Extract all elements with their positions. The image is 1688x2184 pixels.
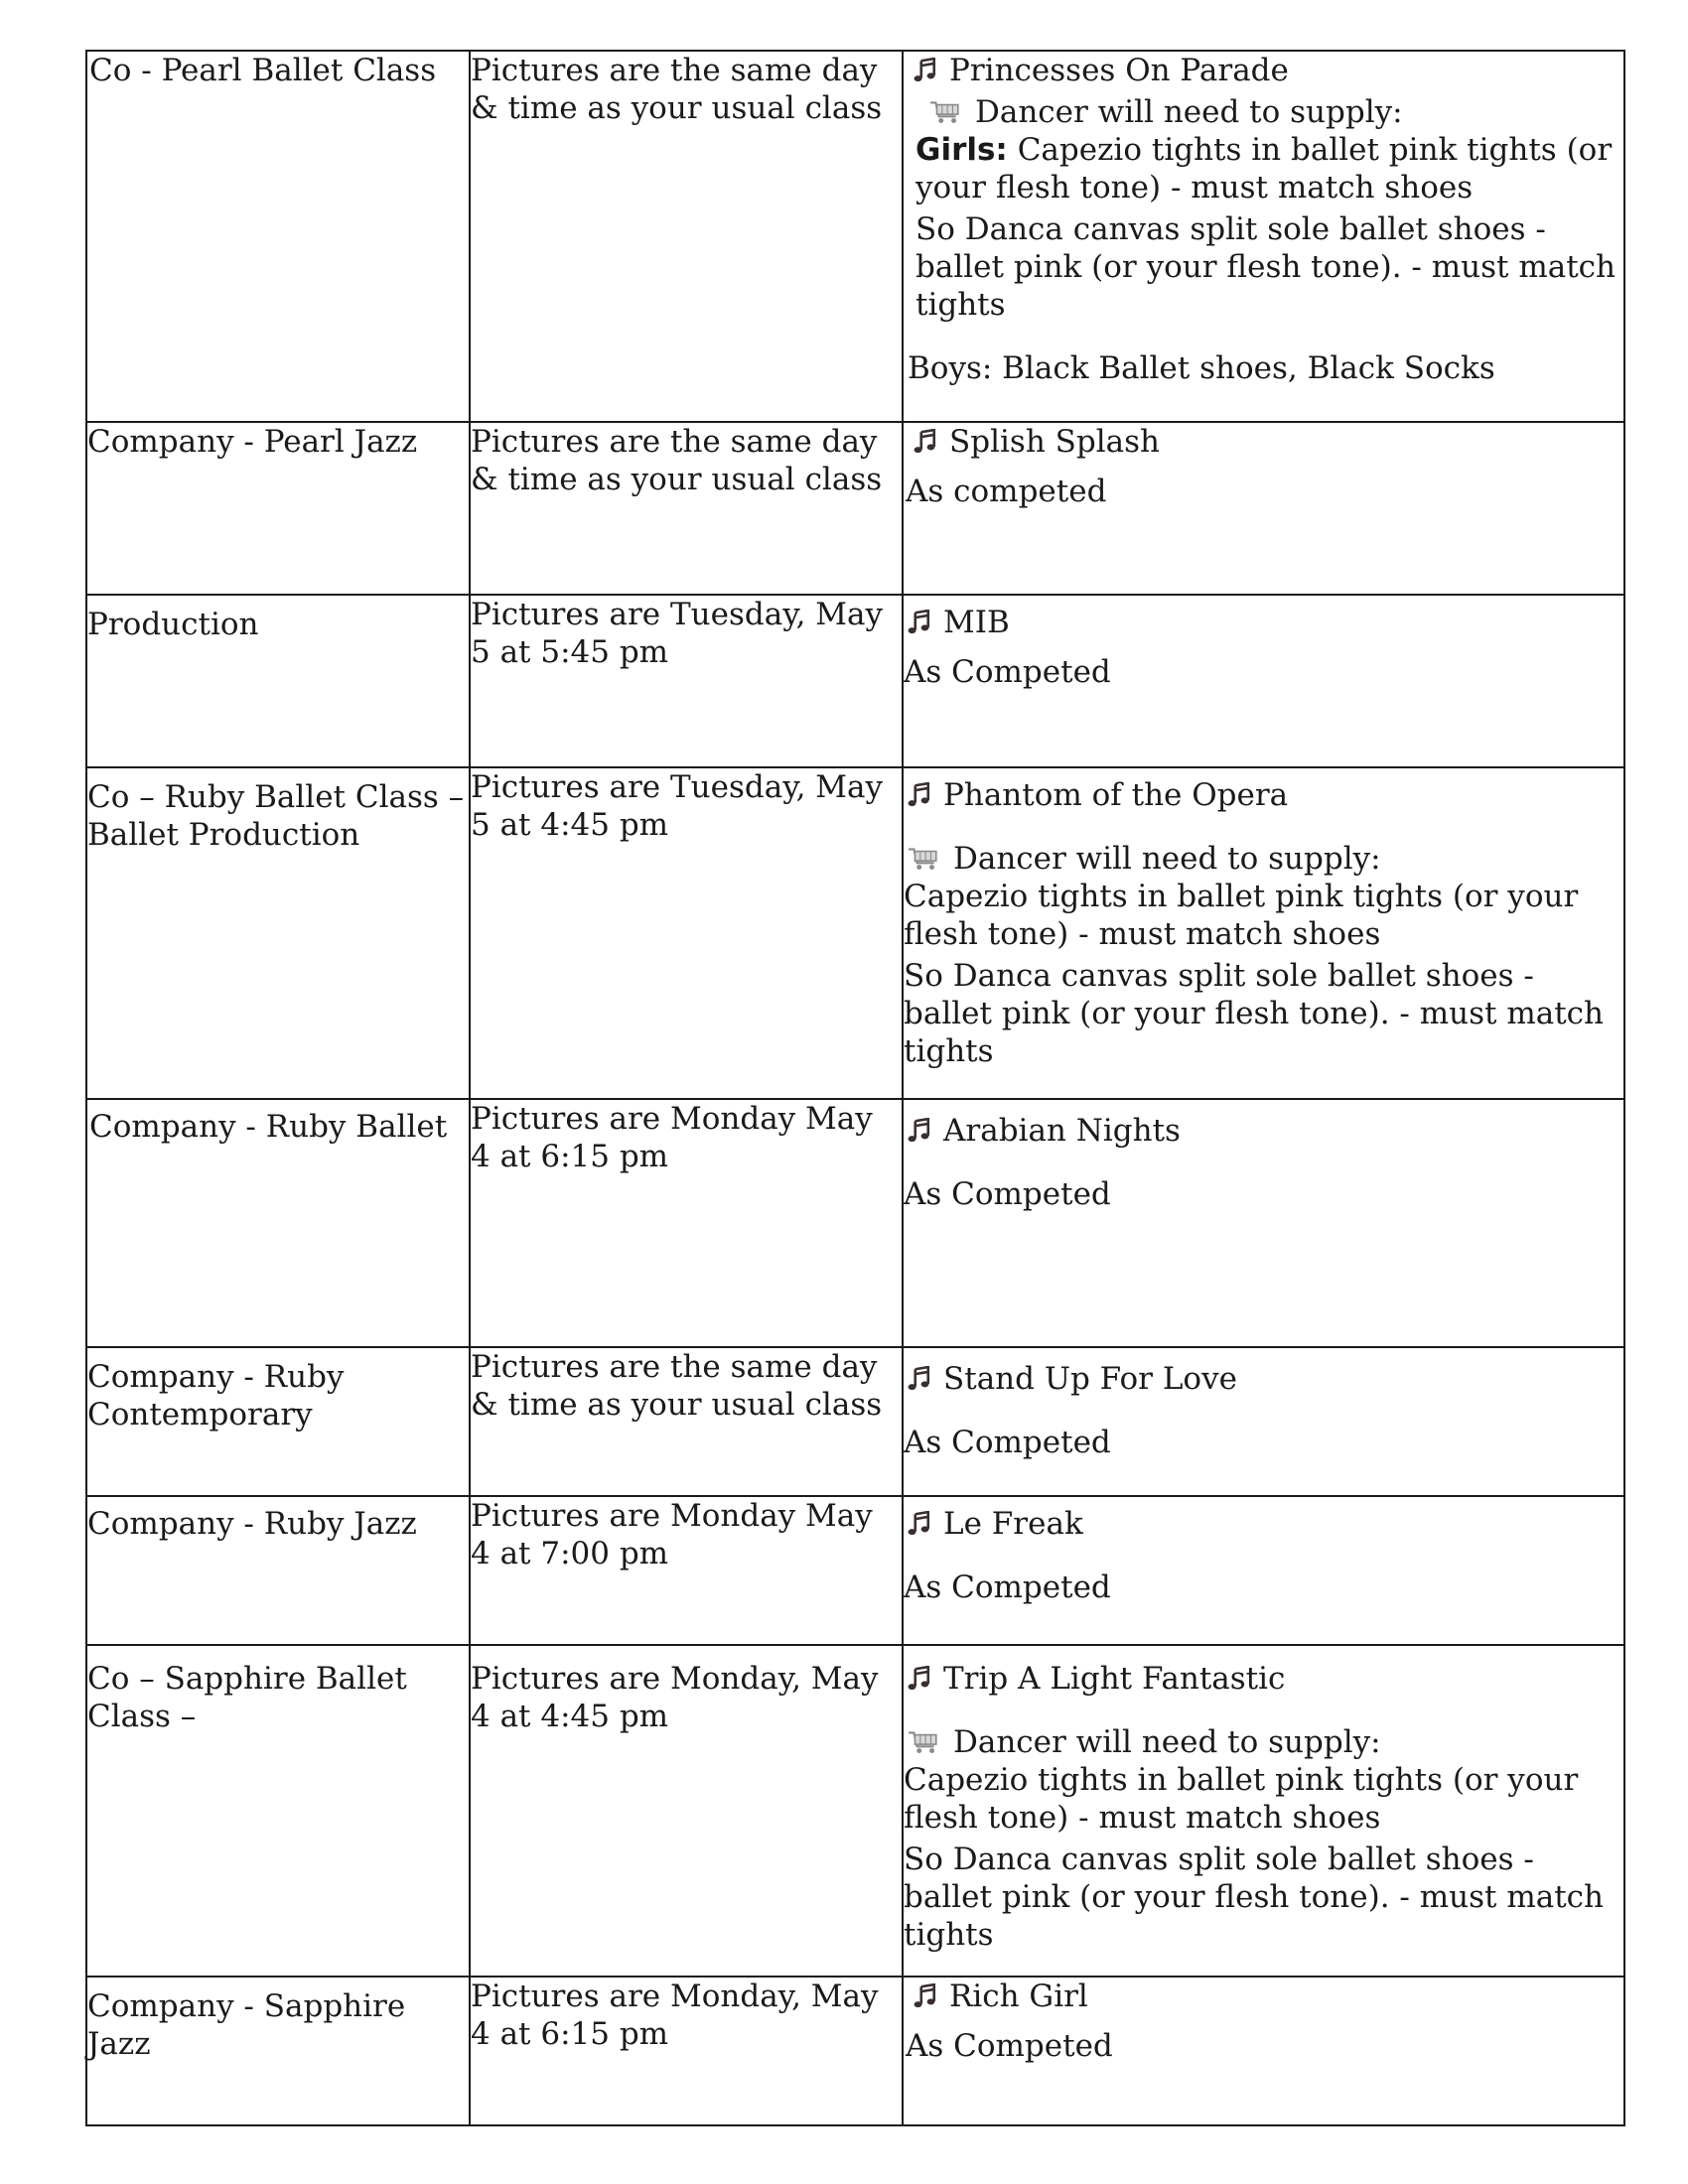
tights-requirement: Capezio tights in ballet pink tights (or your flesh tone) - must match shoes — [904, 879, 1579, 952]
table-row — [86, 1977, 1624, 2125]
picture-time: Pictures are Monday, May 4 at 6:15 pm — [471, 1979, 879, 2052]
picture-time: Pictures are Monday May 4 at 7:00 pm — [471, 1498, 873, 1571]
song-title: Le Freak — [904, 1505, 1623, 1543]
picture-time-cell — [470, 767, 903, 1099]
picture-time: Pictures are the same day & time as your usual class — [471, 424, 883, 497]
costume-cell — [903, 422, 1624, 595]
costume-note: As Competed — [904, 654, 1111, 690]
music-note-icon — [906, 610, 931, 635]
shoes-requirement: So Danca canvas split sole ballet shoes - ballet pink (or your flesh tone). - must match tights — [904, 1842, 1604, 1953]
song-title: Stand Up For Love — [904, 1360, 1623, 1398]
music-note-icon — [906, 1666, 931, 1692]
costume-cell — [903, 595, 1624, 767]
costume-note: As Competed — [904, 1176, 1111, 1212]
costume-note: As Competed — [904, 1425, 1111, 1460]
costume-cell — [903, 767, 1624, 1099]
costume-cell — [903, 1496, 1624, 1645]
table-row — [86, 595, 1624, 767]
song-title: Rich Girl — [906, 1978, 1623, 2015]
song-title: Princesses On Parade — [908, 52, 1623, 89]
picture-time-cell — [470, 1645, 903, 1977]
table-row — [86, 1496, 1624, 1645]
class-name-cell — [86, 1099, 470, 1347]
class-name: Company - Pearl Jazz — [87, 424, 418, 460]
song-title: Phantom of the Opera — [904, 776, 1623, 814]
music-note-icon — [906, 1366, 931, 1392]
song-title: Splish Splash — [906, 423, 1623, 461]
class-name: Co – Ruby Ballet Class – Ballet Production — [87, 779, 465, 853]
table-row — [86, 1347, 1624, 1496]
shoes-requirement: So Danca canvas split sole ballet shoes - ballet pink (or your flesh tone). - must match tights — [904, 958, 1604, 1069]
costume-note: As competed — [906, 474, 1107, 509]
picture-time: Pictures are the same day & time as your usual class — [471, 1349, 883, 1423]
class-name-cell — [86, 595, 470, 767]
music-note-icon — [906, 1118, 931, 1144]
class-name-cell — [86, 1645, 470, 1977]
class-name: Company - Ruby Contemporary — [87, 1359, 345, 1433]
picture-time: Pictures are Tuesday, May 5 at 5:45 pm — [471, 597, 884, 670]
picture-time-cell — [470, 51, 903, 422]
table-row — [86, 422, 1624, 595]
shopping-cart-icon — [929, 99, 961, 125]
song-title: Arabian Nights — [904, 1112, 1623, 1150]
class-name-cell — [86, 1496, 470, 1645]
class-name-cell — [86, 1977, 470, 2125]
costume-note: As Competed — [904, 1570, 1111, 1605]
costume-cell — [903, 1347, 1624, 1496]
supply-heading: Dancer will need to supply: — [908, 93, 1623, 131]
music-note-icon — [912, 429, 937, 455]
costume-cell — [903, 1977, 1624, 2125]
costume-cell — [903, 1645, 1624, 1977]
table-row — [86, 1645, 1624, 1977]
class-name: Company - Ruby Jazz — [87, 1506, 417, 1542]
class-name-cell — [86, 422, 470, 595]
supply-heading: Dancer will need to supply: — [904, 840, 1623, 878]
costume-note: As Competed — [906, 2028, 1113, 2064]
picture-time-cell — [470, 595, 903, 767]
class-name-cell — [86, 767, 470, 1099]
costume-cell — [903, 1099, 1624, 1347]
shopping-cart-icon — [908, 1729, 939, 1755]
class-name: Co - Pearl Ballet Class — [89, 53, 437, 88]
class-name: Production — [87, 607, 259, 642]
picture-time: Pictures are Monday, May 4 at 4:45 pm — [471, 1661, 879, 1734]
music-note-icon — [912, 1983, 937, 2009]
class-name: Company - Ruby Ballet — [89, 1109, 448, 1145]
recital-schedule-table — [85, 50, 1625, 2126]
shoes-requirement: So Danca canvas split sole ballet shoes - ballet pink (or your flesh tone). - must match tights — [915, 211, 1616, 323]
supply-heading: Dancer will need to supply: — [904, 1723, 1623, 1761]
tights-requirement: Girls: Capezio tights in ballet pink tights (or your flesh tone) - must match shoes — [915, 132, 1613, 205]
song-title: MIB — [904, 604, 1623, 641]
picture-time: Pictures are Monday May 4 at 6:15 pm — [471, 1101, 873, 1174]
picture-time-cell — [470, 1496, 903, 1645]
picture-time-cell — [470, 1347, 903, 1496]
costume-cell — [903, 51, 1624, 422]
table-row — [86, 1099, 1624, 1347]
picture-time: Pictures are the same day & time as your usual class — [471, 53, 883, 126]
music-note-icon — [906, 1511, 931, 1537]
picture-time-cell — [470, 1977, 903, 2125]
song-title: Trip A Light Fantastic — [904, 1660, 1623, 1698]
tights-requirement: Capezio tights in ballet pink tights (or your flesh tone) - must match shoes — [904, 1762, 1579, 1836]
shopping-cart-icon — [908, 846, 939, 872]
picture-time: Pictures are Tuesday, May 5 at 4:45 pm — [471, 769, 884, 843]
table-row — [86, 51, 1624, 422]
picture-time-cell — [470, 1099, 903, 1347]
class-name: Co – Sapphire Ballet Class – — [87, 1661, 407, 1734]
class-name-cell — [86, 51, 470, 422]
class-name-cell — [86, 1347, 470, 1496]
music-note-icon — [912, 58, 937, 83]
music-note-icon — [906, 782, 931, 808]
table-row — [86, 767, 1624, 1099]
class-name: Company - Sapphire Jazz — [87, 1988, 406, 2062]
picture-time-cell — [470, 422, 903, 595]
boys-requirement: Boys: Black Ballet shoes, Black Socks — [908, 350, 1495, 386]
